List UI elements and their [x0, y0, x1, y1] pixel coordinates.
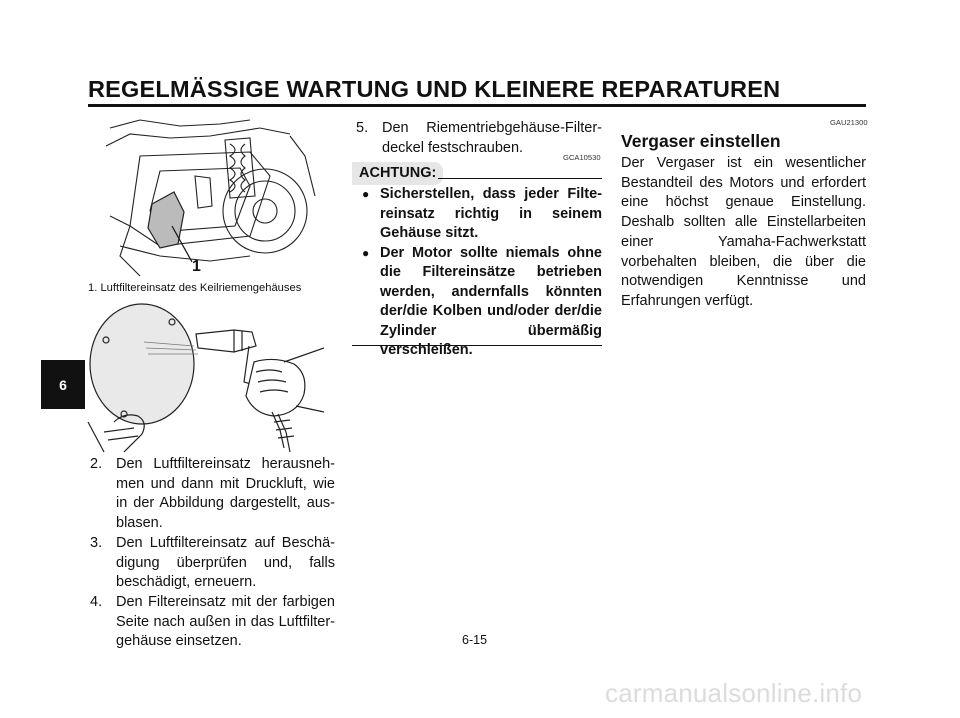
- warning-list: [362, 185, 602, 361]
- step-text: Den Riementriebgehäuse-Filterdeckel festschrauben.: [382, 120, 602, 156]
- left-steps-list: [90, 455, 335, 652]
- notice-rule: [438, 178, 602, 179]
- notice-label: ACHTUNG:: [352, 162, 443, 185]
- list-item: [90, 593, 335, 652]
- bullet-icon: ●: [362, 187, 370, 201]
- step-number: 3.: [90, 534, 103, 551]
- warning-text: Der Motor sollte niemals ohne die Filtereinsätze betrieben werden, andernfalls könnten der/die Kolben und/oder der/die Zylinder übermäßig verschleißen.: [380, 244, 602, 358]
- section-code: GAU21300: [830, 118, 868, 127]
- chapter-tab[interactable]: 6: [41, 360, 85, 409]
- compressed-air-cleaning-illustration: [84, 302, 324, 454]
- step-number: 5.: [356, 120, 369, 136]
- list-item: [90, 455, 335, 534]
- step-number: 2.: [90, 456, 103, 472]
- scooter-beltcase-illustration: [100, 116, 324, 284]
- list-item: [90, 534, 335, 593]
- page-number: 6-15: [462, 633, 488, 647]
- list-item: [362, 185, 602, 244]
- step-text: Den Luftfiltereinsatz auf Beschädigung überprüfen und, falls beschädigt, erneuern.: [116, 534, 335, 591]
- page-header-title: REGELMÄSSIGE WARTUNG UND KLEINERE REPARATUREN: [88, 76, 781, 102]
- step-text: Den Luftfiltereinsatz herausnehmen und dann mit Druckluft, wie in der Abbildung dargestellt, ausblasen.: [116, 456, 335, 532]
- step-text: Den Filtereinsatz mit der farbigen Seite nach außen in das Luftfiltergehäuse einsetzen.: [116, 593, 335, 650]
- list-item: [362, 244, 602, 361]
- figure-callout-1: 1: [192, 258, 201, 275]
- section-title: Vergaser einstellen: [621, 131, 781, 151]
- step-number: 4.: [90, 593, 103, 610]
- header-rule: [88, 104, 866, 107]
- warning-text: Sicherstellen, dass jeder Filtereinsatz richtig in seinem Gehäuse sitzt.: [380, 186, 602, 241]
- section-body: Der Vergaser ist ein wesentlicher Bestandteil des Motors und erfordert eine höchst genaue Einstellung. Deshalb sollten alle Einstellarbeiten einer Yamaha-Fachwerkstatt vorbehalten bleiben, die über die notwendigen Kenntnisse und Erfahrungen verfügt.: [621, 155, 866, 309]
- watermark: carmanualsonline.info: [605, 678, 863, 708]
- notice-code: GCA10530: [563, 153, 601, 162]
- figure-caption: 1. Luftfiltereinsatz des Keilriemengehäuses: [88, 282, 302, 294]
- notice-end-rule: [352, 345, 602, 346]
- bullet-icon: ●: [362, 245, 370, 260]
